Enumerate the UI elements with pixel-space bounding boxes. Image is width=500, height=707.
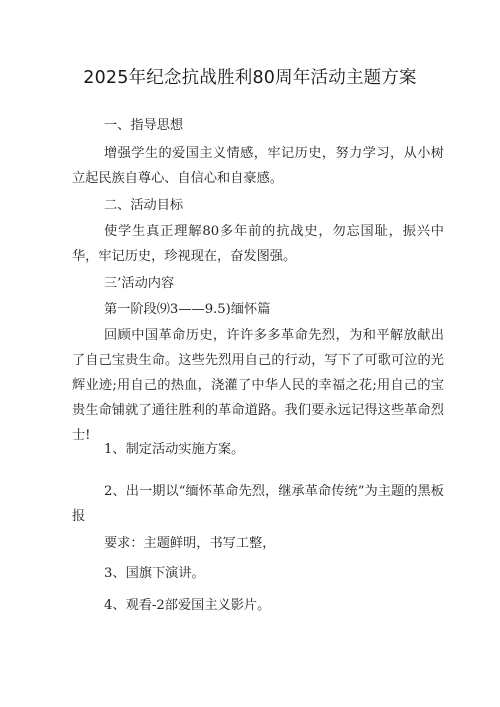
document-title: 2025年纪念抗战胜利80周年活动主题方案: [83, 68, 417, 88]
list-item-4: 4、观看-2部爱国主义影片。: [104, 598, 271, 613]
guiding-ideology-paragraph: 增强学生的爱国主义情感，牢记历史，努力学习，从小树立起民族自尊心、自信心和自豪感。: [72, 146, 444, 186]
list-item-2: 2、出一期以“缅怀革命先烈，继承革命传统”为主题的黑板报: [72, 484, 444, 524]
section-heading-activity-content: 三’活动内容: [104, 276, 175, 291]
phase-one-paragraph: 回顾中国革命历史，许许多多革命先烈，为和平解放献出了自己宝贵生命。这些先烈用自己的行动，写下了可歌可泣的光辉业迹;用自己的热血，浇灌了中华人民的幸福之花;用自己的宝贵生命铺就了通往胜利的革命道路。我们要永远记得这些革命烈士!: [72, 328, 444, 443]
list-item-1: 1、制定活动实施方案。: [104, 442, 245, 457]
section-heading-guiding-ideology: 一、指导思想: [104, 118, 184, 133]
phase-one-heading: 第一阶段⑼3——9.5)缅怀篇: [104, 302, 271, 317]
list-item-3: 3、国旗下演讲。: [104, 566, 205, 581]
list-item-2-requirement: 要求：主题鲜明，书写工整，: [104, 536, 276, 551]
activity-goals-paragraph: 使学生真正理解80多年前的抗战史，勿忘国耻，振兴中华，牢记历史，珍视现在，奋发图强。: [72, 224, 444, 264]
section-heading-activity-goals: 二、活动目标: [104, 198, 184, 213]
